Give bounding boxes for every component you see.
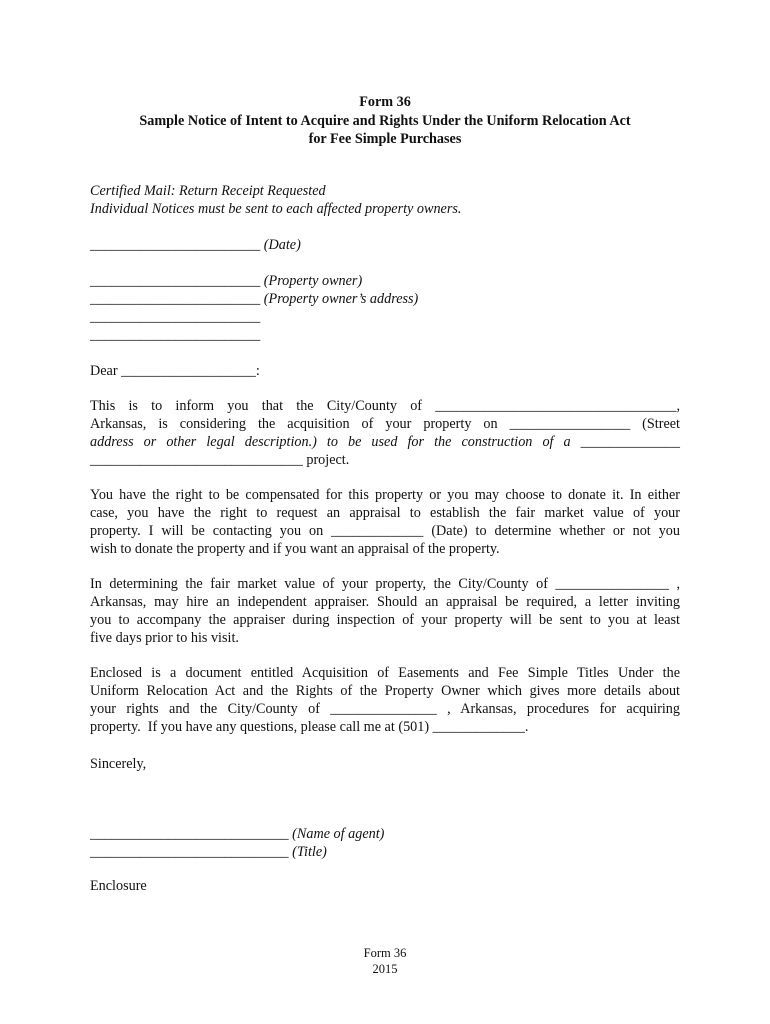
enclosure [90, 877, 680, 895]
enclosure-line: Enclosure [90, 878, 147, 894]
para4-line2: Uniform Relocation Act and the Rights of the Property Owner which gives more details about [90, 683, 680, 699]
para1-line3: address or other legal description.) to be used for the construction of a ______________ [90, 434, 680, 450]
form-number: Form 36 [359, 94, 411, 110]
form-title-line1: Sample Notice of Intent to Acquire and Rights Under the Uniform Relocation Act [139, 112, 631, 129]
address-blank-line-1: ________________________ [90, 309, 261, 325]
agent-name-line: ____________________________ (Name of agent) [90, 826, 385, 842]
para4-line1: Enclosed is a document entitled Acquisition of Easements and Fee Simple Titles Under the [90, 665, 680, 681]
paragraph-4 [90, 664, 680, 736]
para2-line2: case, you have the right to request an appraisal to establish the fair market value of your [90, 505, 680, 521]
para1-line4: ______________________________ project. [90, 452, 350, 468]
form-title-line2: for Fee Simple Purchases [308, 131, 462, 147]
owner-block [90, 272, 680, 344]
property-owner-line: ________________________ (Property owner) [90, 273, 363, 289]
para4-line4: property. If you have any questions, please call me at (501) _____________. [90, 719, 529, 735]
para1-line1: This is to inform you that the City/County of __________________________________, [90, 398, 680, 414]
salutation [90, 362, 680, 380]
para1-line2: Arkansas, is considering the acquisition of your property on _________________ (Street [90, 416, 680, 432]
address-blank-line-2: ________________________ [90, 327, 261, 343]
property-owner-address-line: ________________________ (Property owner’s address) [90, 291, 419, 307]
mailing-instructions [90, 182, 680, 218]
footer-form-number: Form 36 [363, 946, 407, 960]
form-header [90, 93, 680, 149]
certified-mail-line: Certified Mail: Return Receipt Requested [90, 183, 326, 199]
page-footer [0, 945, 770, 977]
paragraph-3 [90, 575, 680, 647]
closing [90, 755, 680, 773]
para3-line3: you to accompany the appraiser during inspection of your property will be sent to you at least [90, 612, 680, 628]
date-field [90, 236, 680, 254]
para3-line1: In determining the fair market value of your property, the City/County of ________________ , [90, 576, 680, 592]
para2-line3: property. I will be contacting you on _____________ (Date) to determine whether or not you [90, 523, 680, 539]
para2-line1: You have the right to be compensated for this property or you may choose to donate it. In either [90, 487, 680, 503]
date-line: ________________________ (Date) [90, 237, 301, 253]
para3-line2: Arkansas, may hire an independent appraiser. Should an appraisal be required, a letter inviting [90, 594, 680, 610]
footer-year: 2015 [372, 962, 398, 976]
para4-line3: your rights and the City/County of _______________ , Arkansas, procedures for acquiring [90, 701, 680, 717]
agent-title-line: ____________________________ (Title) [90, 844, 327, 860]
closing-line: Sincerely, [90, 756, 147, 772]
paragraph-1 [90, 397, 680, 469]
para3-line4: five days prior to his visit. [90, 630, 239, 646]
signature-block [90, 825, 680, 861]
para2-line4: wish to donate the property and if you want an appraisal of the property. [90, 541, 500, 557]
paragraph-2 [90, 486, 680, 558]
salutation-line: Dear ___________________: [90, 363, 260, 379]
individual-notices-line: Individual Notices must be sent to each affected property owners. [90, 201, 462, 217]
